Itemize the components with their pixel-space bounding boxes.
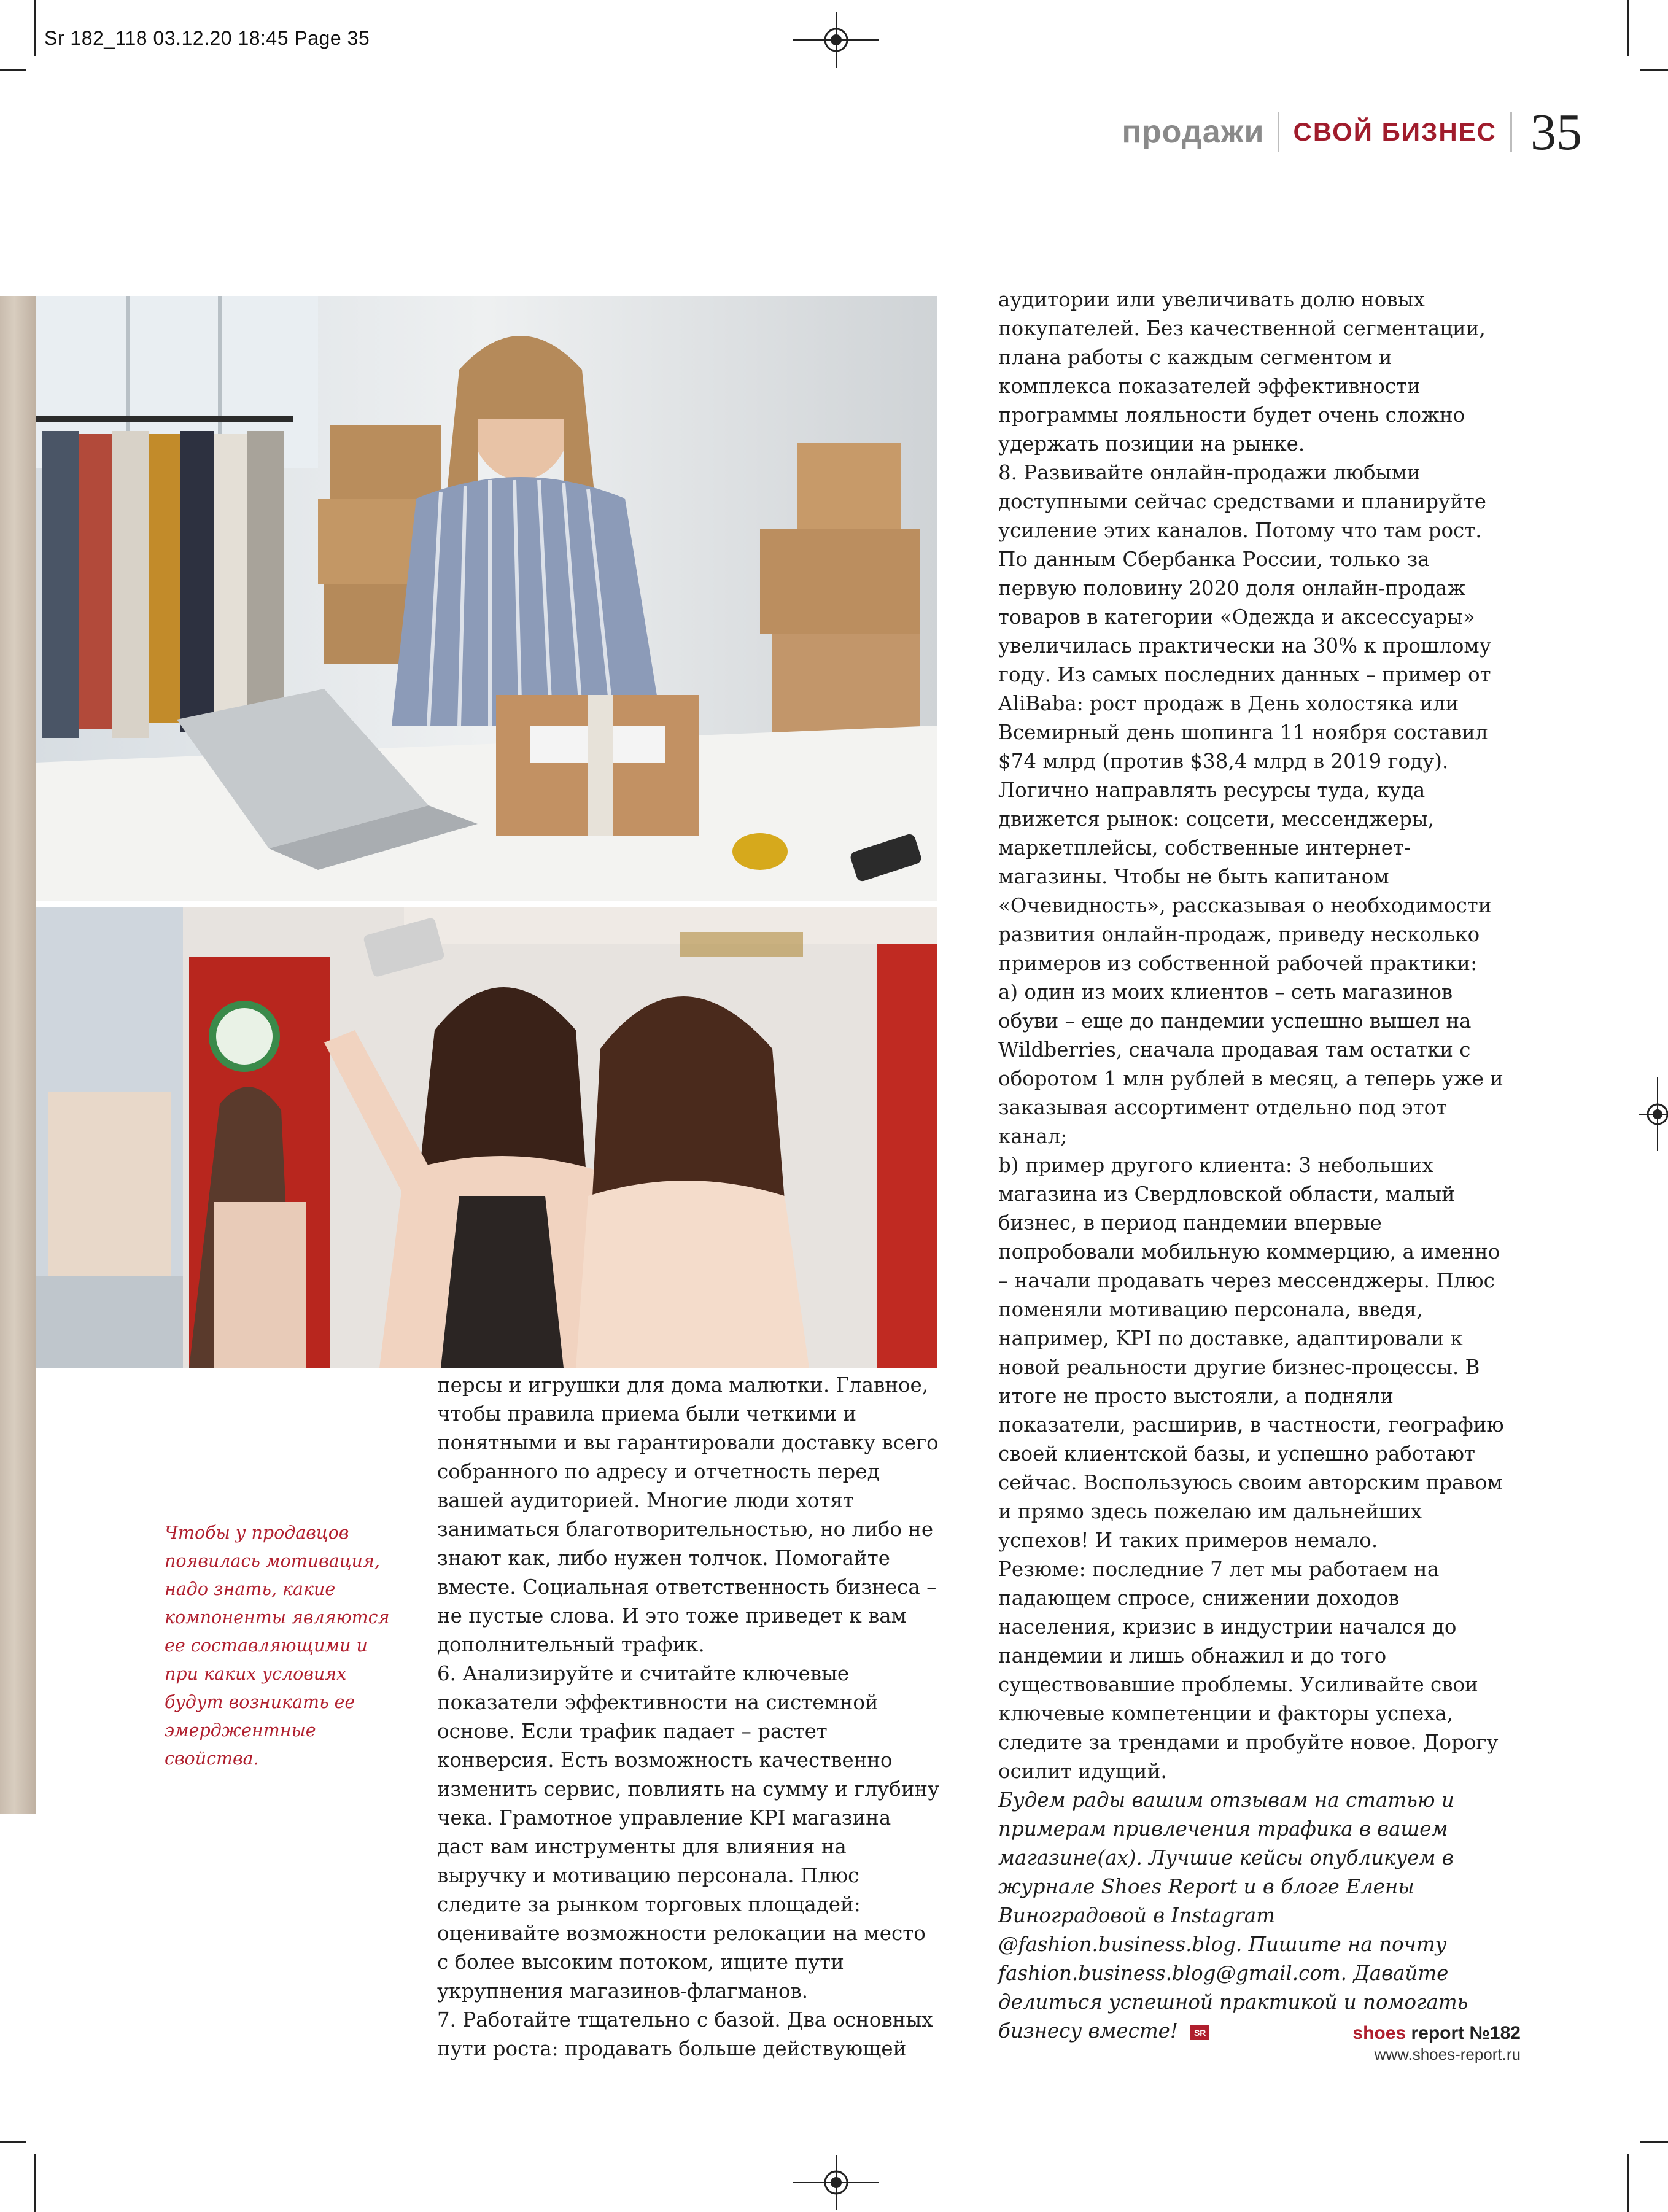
background-texture-strip <box>0 296 36 1814</box>
divider <box>1278 112 1279 152</box>
paragraph: Резюме: последние 7 лет мы работаем на падающем спросе, снижении доходов населения, кризис в индустрии начался до пандемии и лишь обнажил и до того существовавшие проблемы. Усиливайте свои ключевые компетенции и факторы успеха, следите за трендами и пробуйте новое. Дорогу осилит идущий. <box>998 1558 1499 1783</box>
closing-note <box>998 1786 1508 2046</box>
paragraph: b) пример другого клиента: 3 небольших магазина из Свердловской области, малый бизнес, в период пандемии впервые попробовали мобильную коммерцию, а именно – начали продавать через мессенджеры. Плюс поменяли мотивацию персонала, введя, например, KPI по доставке, адаптировали к новой реальности другие бизнес-процессы. В итоге не просто выстояли, а подняли показатели, расширив, в частности, географию своей клиентской базы, и успешно работают сейчас. Воспользуюсь своим авторским правом и прямо здесь пожелаю им дальнейших успехов! И таких примеров немало. <box>998 1154 1504 1552</box>
pull-quote: Чтобы у продавцов появилась мотивация, надо знать, какие компоненты являются ее составляющими и при каких условиях будут возникать ее эмерджентные свойства. <box>165 1523 390 1769</box>
rubric-label: продажи <box>1122 114 1265 150</box>
paragraph: 7. Работайте тщательно с базой. Два основных пути роста: продавать больше действующей <box>437 2008 933 2060</box>
magazine-website: www.shoes-report.ru <box>1374 2045 1521 2063</box>
section-label: СВОЙ БИЗНЕС <box>1293 117 1497 146</box>
crop-mark <box>1627 0 1629 56</box>
crop-mark <box>34 2154 36 2212</box>
crop-mark <box>1627 2154 1629 2212</box>
closing-note-text: Будем рады вашим отзывам на статью и примерам привлечения трафика в вашем магазине(ах). Лучшие кейсы опубликуем в журнале Shoes Report и в блоге Елены Виноградовой в Instagram @fashion.business.blog. Пишите на почту fashion.business.blog@gmail.com. Давайте делиться успешной практикой и помогать бизнесу вместе! <box>998 1788 1468 2043</box>
photo-woman-packing <box>36 296 937 901</box>
end-of-article-mark: SR <box>1190 2025 1209 2040</box>
crop-mark <box>1640 69 1668 71</box>
photo-women-selfie <box>36 907 937 1368</box>
divider <box>1510 112 1512 152</box>
paragraph: персы и игрушки для дома малютки. Главное, чтобы правила приема были четкими и понятными и вы гарантировали доставку всего собранного по адресу и отчетность перед вашей аудиторией. Многие люди хотят заниматься благотворительностью, но либо не знают как, либо нужен толчок. Помогайте вместе. Социальная ответственность бизнеса – не пустые слова. И это тоже приведет к вам дополнительный трафик. <box>437 1373 939 1656</box>
paragraph: 6. Анализируйте и считайте ключевые показатели эффективности на системной основе. Если трафик падает – растет конверсия. Есть возможность качественно изменить сервис, повлиять на сумму и глубину чека. Грамотное управление KPI магазина даст вам инструменты для влияния на выручку и мотивацию персонала. Плюс следите за рынком торговых площадей: оценивайте возможности релокации на место с более высоким потоком, ищите пути укрупнения магазинов-флагманов. <box>437 1662 940 2003</box>
page-header <box>1122 101 1582 163</box>
page-footer <box>1352 2023 1521 2064</box>
crop-mark <box>1640 2141 1668 2143</box>
registration-mark-icon <box>1639 1077 1668 1151</box>
crop-mark <box>0 69 26 71</box>
magazine-issue <box>1352 2023 1521 2044</box>
registration-mark-icon <box>793 2155 879 2210</box>
page-number: 35 <box>1530 103 1582 161</box>
text-column-right <box>998 285 1508 2046</box>
paragraph: аудитории или увеличивать долю новых покупателей. Без качественной сегментации, плана работы с каждым сегментом и комплекса показателей эффективности программы лояльности будет очень сложно удержать позиции на рынке. <box>998 288 1486 456</box>
magazine-issue-number: report №182 <box>1411 2023 1521 2043</box>
crop-mark <box>34 0 36 56</box>
paragraph: a) один из моих клиентов – сеть магазинов обуви – еще до пандемии успешно вышел на Wildberries, сначала продавая там остатки с оборотом 1 млн рублей в месяц, а теперь уже и заказывая ассортимент отдельно под этот канал; <box>998 980 1503 1148</box>
text-column-middle <box>437 1371 941 2063</box>
paragraph: 8. Развивайте онлайн-продажи любыми доступными сейчас средствами и планируйте усиление этих каналов. Потому что там рост. По данным Сбербанка России, только за первую половину 2020 доля онлайн-продаж товаров в категории «Одежда и аксессуары» увеличилась практически на 30% к прошлому году. Из самых последних данных – пример от AliBaba: рост продаж в День холостяка или Всемирный день шопинга 11 ноября составил $74 млрд (против $38,4 млрд в 2019 году). Логично направлять ресурсы туда, куда движется рынок: соцсети, мессенджеры, маркетплейсы, собственные интернет-магазины. Чтобы не быть капитаном «Очевидность», рассказывая о необходимости развития онлайн-продаж, приведу несколько примеров из собственной рабочей практики: <box>998 461 1492 975</box>
print-slug: Sr 182_118 03.12.20 18:45 Page 35 <box>44 27 370 49</box>
magazine-brand: shoes <box>1352 2023 1406 2043</box>
crop-mark <box>0 2141 26 2143</box>
registration-mark-icon <box>793 12 879 68</box>
